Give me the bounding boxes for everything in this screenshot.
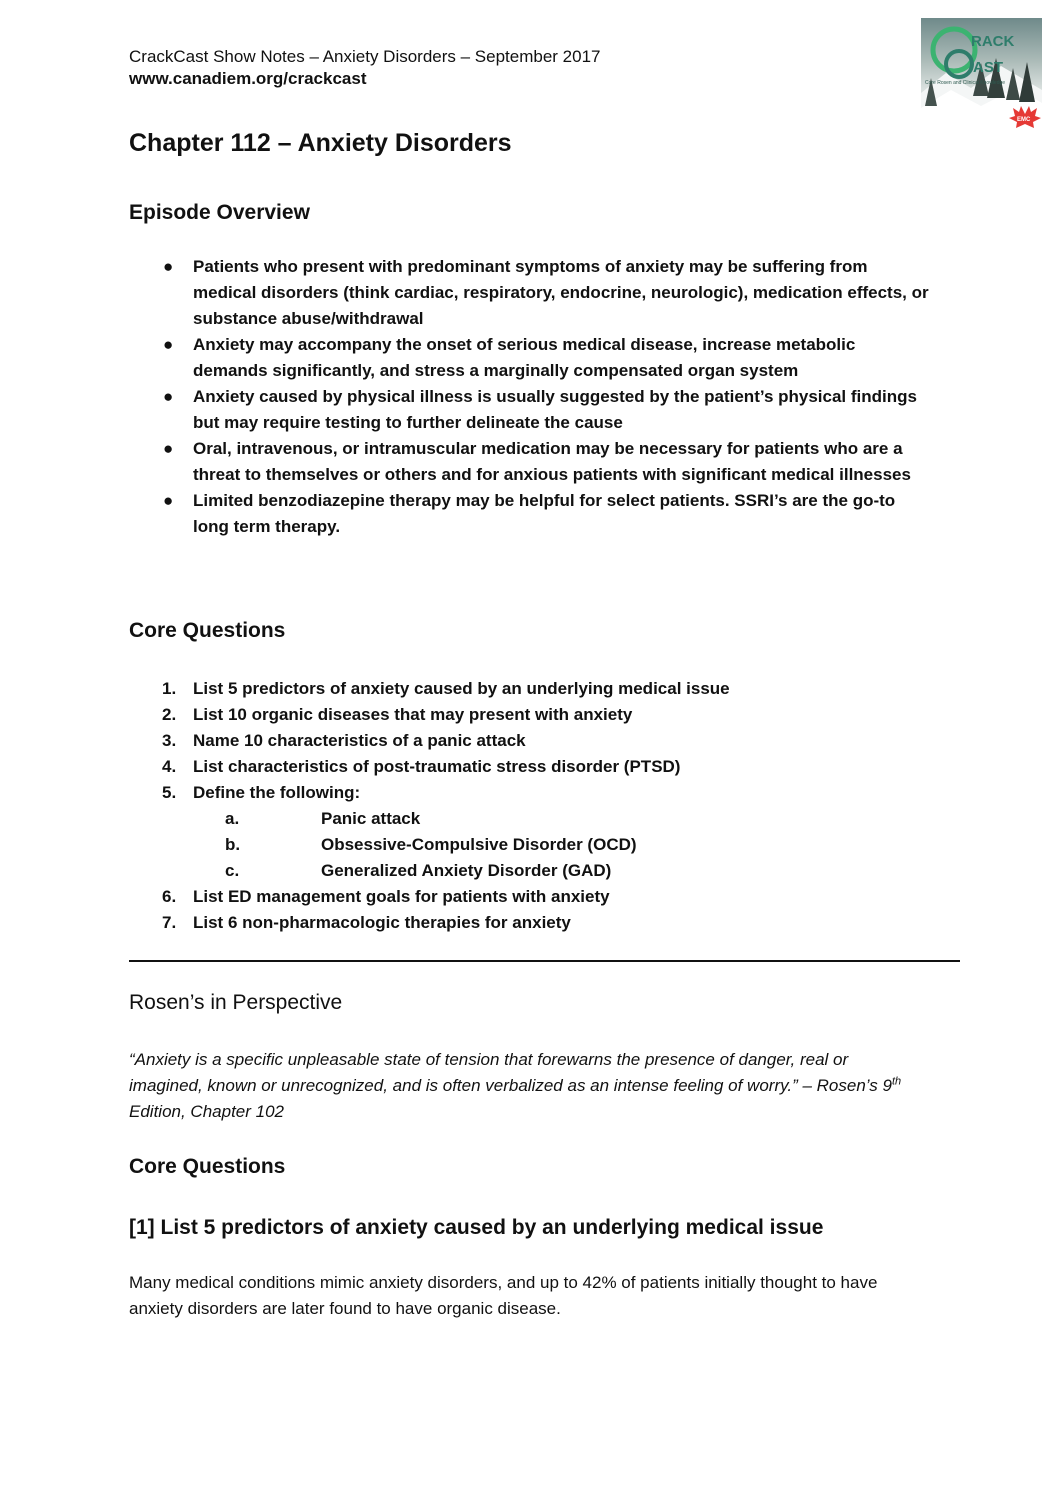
logo-badge: EMC <box>1017 117 1031 123</box>
core-questions-heading-2: Core Questions <box>129 1155 286 1178</box>
list-item: 7. List 6 non-pharmacologic therapies for anxiety <box>162 913 571 932</box>
rosen-quote: “Anxiety is a specific unpleasable state of tension that forewarns the presence of danger, real or imagined, known or unrecognized, and is often verbalized as an intense feeling of worry.” – Rosen’s 9th Edition, Chapter 102 <box>129 1050 902 1121</box>
question-1-heading: [1] List 5 predictors of anxiety caused by an underlying medical issue <box>129 1216 824 1239</box>
logo-word-top: RACK <box>971 33 1015 50</box>
crackcast-logo <box>921 18 1042 136</box>
header-title: CrackCast Show Notes – Anxiety Disorders – September 2017 <box>129 47 601 66</box>
list-item: ● Anxiety caused by physical illness is usually suggested by the patient’s physical findings but may require testing to further delineate the cause <box>129 384 929 436</box>
logo-tagline: Core Rosen and Clinical Knowledge <box>925 80 1006 86</box>
list-item: 5. Define the following: a. Panic attack b. Obsessive-Compulsive Disorder (OCD) c. Generalized Anxiety Disorder (GAD) <box>129 780 929 884</box>
list-item: 3. Name 10 characteristics of a panic attack <box>162 731 526 750</box>
episode-overview-heading: Episode Overview <box>129 201 310 224</box>
list-item: 1. List 5 predictors of anxiety caused by an underlying medical issue <box>162 679 730 698</box>
perspective-heading: Rosen’s in Perspective <box>129 991 343 1014</box>
chapter-title: Chapter 112 – Anxiety Disorders <box>129 129 512 157</box>
list-item: ● Limited benzodiazepine therapy may be helpful for select patients. SSRI’s are the go-to long term therapy. <box>129 488 929 540</box>
header-url[interactable]: www.canadiem.org/crackcast <box>129 69 367 88</box>
definition-sublist <box>129 806 929 884</box>
logo-word-bottom: AST <box>973 59 1003 76</box>
bullet-icon: ● <box>163 491 174 510</box>
bullet-icon: ● <box>163 387 174 406</box>
list-item: c. Generalized Anxiety Disorder (GAD) <box>225 861 612 880</box>
overview-list <box>129 254 929 540</box>
bullet-icon: ● <box>163 335 174 354</box>
list-item: ● Oral, intravenous, or intramuscular medication may be necessary for patients who are a threat to themselves or others and for anxious patients with significant medical illnesses <box>129 436 929 488</box>
core-questions-list <box>129 676 929 936</box>
list-item: ● Patients who present with predominant symptoms of anxiety may be suffering from medical disorders (think cardiac, respiratory, endocrine, neurologic), medication effects, or substance abuse/withdrawal <box>129 254 929 332</box>
logo-image <box>921 18 1042 136</box>
bullet-icon: ● <box>163 439 174 458</box>
bullet-icon: ● <box>163 257 174 276</box>
list-item: 6. List ED management goals for patients with anxiety <box>162 887 610 906</box>
list-item: ● Anxiety may accompany the onset of serious medical disease, increase metabolic demands significantly, and stress a marginally compensated organ system <box>129 332 929 384</box>
list-item: 2. List 10 organic diseases that may present with anxiety <box>162 705 633 724</box>
section-divider <box>129 960 960 962</box>
core-questions-heading: Core Questions <box>129 619 286 642</box>
list-item: a. Panic attack <box>225 809 421 828</box>
list-item: 4. List characteristics of post-traumatic stress disorder (PTSD) <box>162 757 681 776</box>
question-1-paragraph: Many medical conditions mimic anxiety disorders, and up to 42% of patients initially thought to have anxiety disorders are later found to have organic disease. <box>129 1273 878 1318</box>
list-item: b. Obsessive-Compulsive Disorder (OCD) <box>225 835 637 854</box>
